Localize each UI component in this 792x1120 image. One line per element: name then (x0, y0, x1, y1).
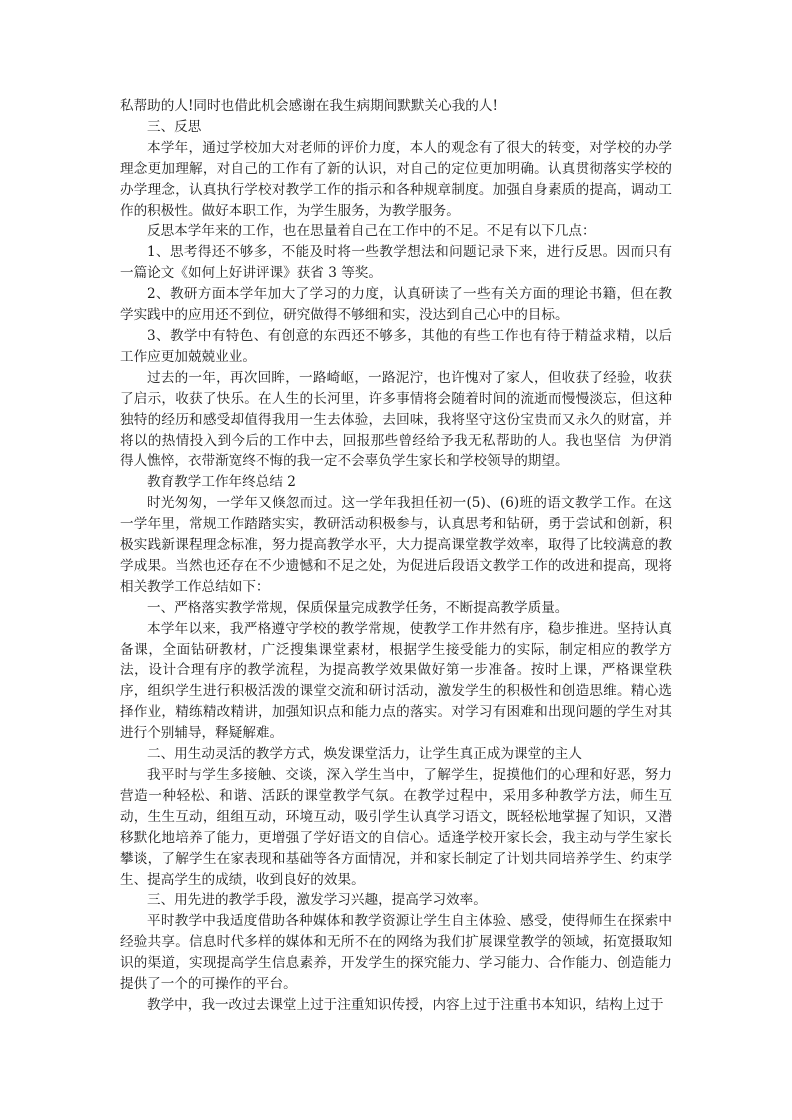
paragraph-16: 教学中，我一改过去课堂上过于注重知识传授，内容上过于注重书本知识，结构上过于 (147, 996, 664, 1013)
paragraph-6: 3、教学中有特色、有创意的东西还不够多，其他的有些工作也有待于精益求精，以后工作应更加兢兢业业。 (120, 327, 672, 365)
document-page (120, 96, 672, 1016)
paragraph-14: 三、用先进的教学手段，激发学习兴趣，提高学习效率。 (147, 892, 487, 909)
paragraph-0: 私帮助的人!同时也借此机会感谢在我生病期间默默关心我的人! (120, 98, 498, 114)
paragraph-7: 过去的一年，再次回眸，一路崎岖，一路泥泞，也许愧对了家人，但收获了经验，收获了启示，收获了快乐。在人生的长河里，许多事情将会随着时间的流逝而慢慢淡忘，但这种独特的经历和感受却值得我用一生去体验，去回味，我将坚守这份宝贵而又永久的财富，并将以的热情投入到今后的工作中去，回报那些曾经给予我无私帮助的人。我也坚信 为伊消得人憔悴，衣带渐宽终不悔的我一定不会辜负学生家长和学校领导的期望。 (120, 369, 672, 470)
paragraph-9: 时光匆匆，一学年又倏忽而过。这一学年我担任初一(5)、(6)班的语文教学工作。在这一学年里，常规工作踏踏实实，教研活动积极参与，认真思考和钻研，勇于尝试和创新，积极实践新课程理念标准，努力提高教学水平，大力提高课堂教学效率，取得了比较满意的教学成果。当然也还存在不少遗憾和不足之处，为促进后段语文教学工作的改进和提高，现将相关教学工作总结如下： (120, 495, 672, 595)
paragraph-2: 本学年，通过学校加大对老师的评价力度，本人的观念有了很大的转变，对学校的办学理念更加理解，对自己的工作有了新的认识，对自己的定位更加明确。认真贯彻落实学校的办学理念，认真执行学校对教学工作的指示和各种规章制度。加强自身素质的提高，调动工作的积极性。做好本职工作，为学生服务，为教学服务。 (120, 139, 672, 219)
paragraph-1: 三、反思 (147, 118, 202, 135)
paragraph-5: 2、教研方面本学年加大了学习的力度，认真研读了一些有关方面的理论书籍，但在教学实践中的应用还不到位，研究做得不够细和实，没达到自己心中的目标。 (120, 286, 672, 324)
paragraph-15: 平时教学中我适度借助各种媒体和教学资源让学生自主体验、感受，使得师生在探索中经验共享。信息时代多样的媒体和无所不在的网络为我们扩展课堂教学的领域，拓宽摄取知识的渠道，实现提高学生信息素养，开发学生的探究能力、学习能力、合作能力、创造能力提供了一个的可操作的平台。 (120, 913, 672, 993)
paragraph-12: 二、用生动灵活的教学方式，焕发课堂活力，让学生真正成为课堂的主人 (147, 746, 582, 763)
paragraph-3: 反思本学年来的工作，也在思量着自己在工作中的不足。不足有以下几点： (147, 223, 596, 240)
paragraph-13: 我平时与学生多接触、交谈，深入学生当中，了解学生，捉摸他们的心理和好恶，努力营造一种轻松、和谐、活跃的课堂教学气氛。在教学过程中，采用多种教学方法，师生互动，生生互动，组组互动，环境互动，吸引学生认真学习语文，既轻松地掌握了知识，又潜移默化地培养了能力，更增强了学好语文的自信心。适逢学校开家长会，我主动与学生家长攀谈，了解学生在家表现和基础等各方面情况，并和家长制定了计划共同培养学生、约束学生、提高学生的成绩，收到良好的效果。 (120, 767, 672, 888)
paragraph-10: 一、严格落实教学常规，保质保量完成教学任务，不断提高教学质量。 (147, 599, 569, 616)
paragraph-8: 教育教学工作年终总结 2 (147, 474, 296, 491)
paragraph-11: 本学年以来，我严格遵守学校的教学常规，使教学工作井然有序，稳步推进。坚持认真备课，全面钻研教材，广泛搜集课堂素材，根据学生接受能力的实际，制定相应的教学方法，设计合理有序的教学流程，为提高教学效果做好第一步准备。按时上课，严格课堂秩序，组织学生进行积极活泼的课堂交流和研讨活动，激发学生的积极性和创造思维。精心选择作业，精练精改精讲，加强知识点和能力点的落实。对学习有困难和出现问题的学生对其进行个别辅导，释疑解难。 (120, 620, 672, 742)
paragraph-4: 1、思考得还不够多，不能及时将一些教学想法和问题记录下来，进行反思。因而只有一篇论文《如何上好讲评课》获省 3 等奖。 (120, 244, 672, 282)
